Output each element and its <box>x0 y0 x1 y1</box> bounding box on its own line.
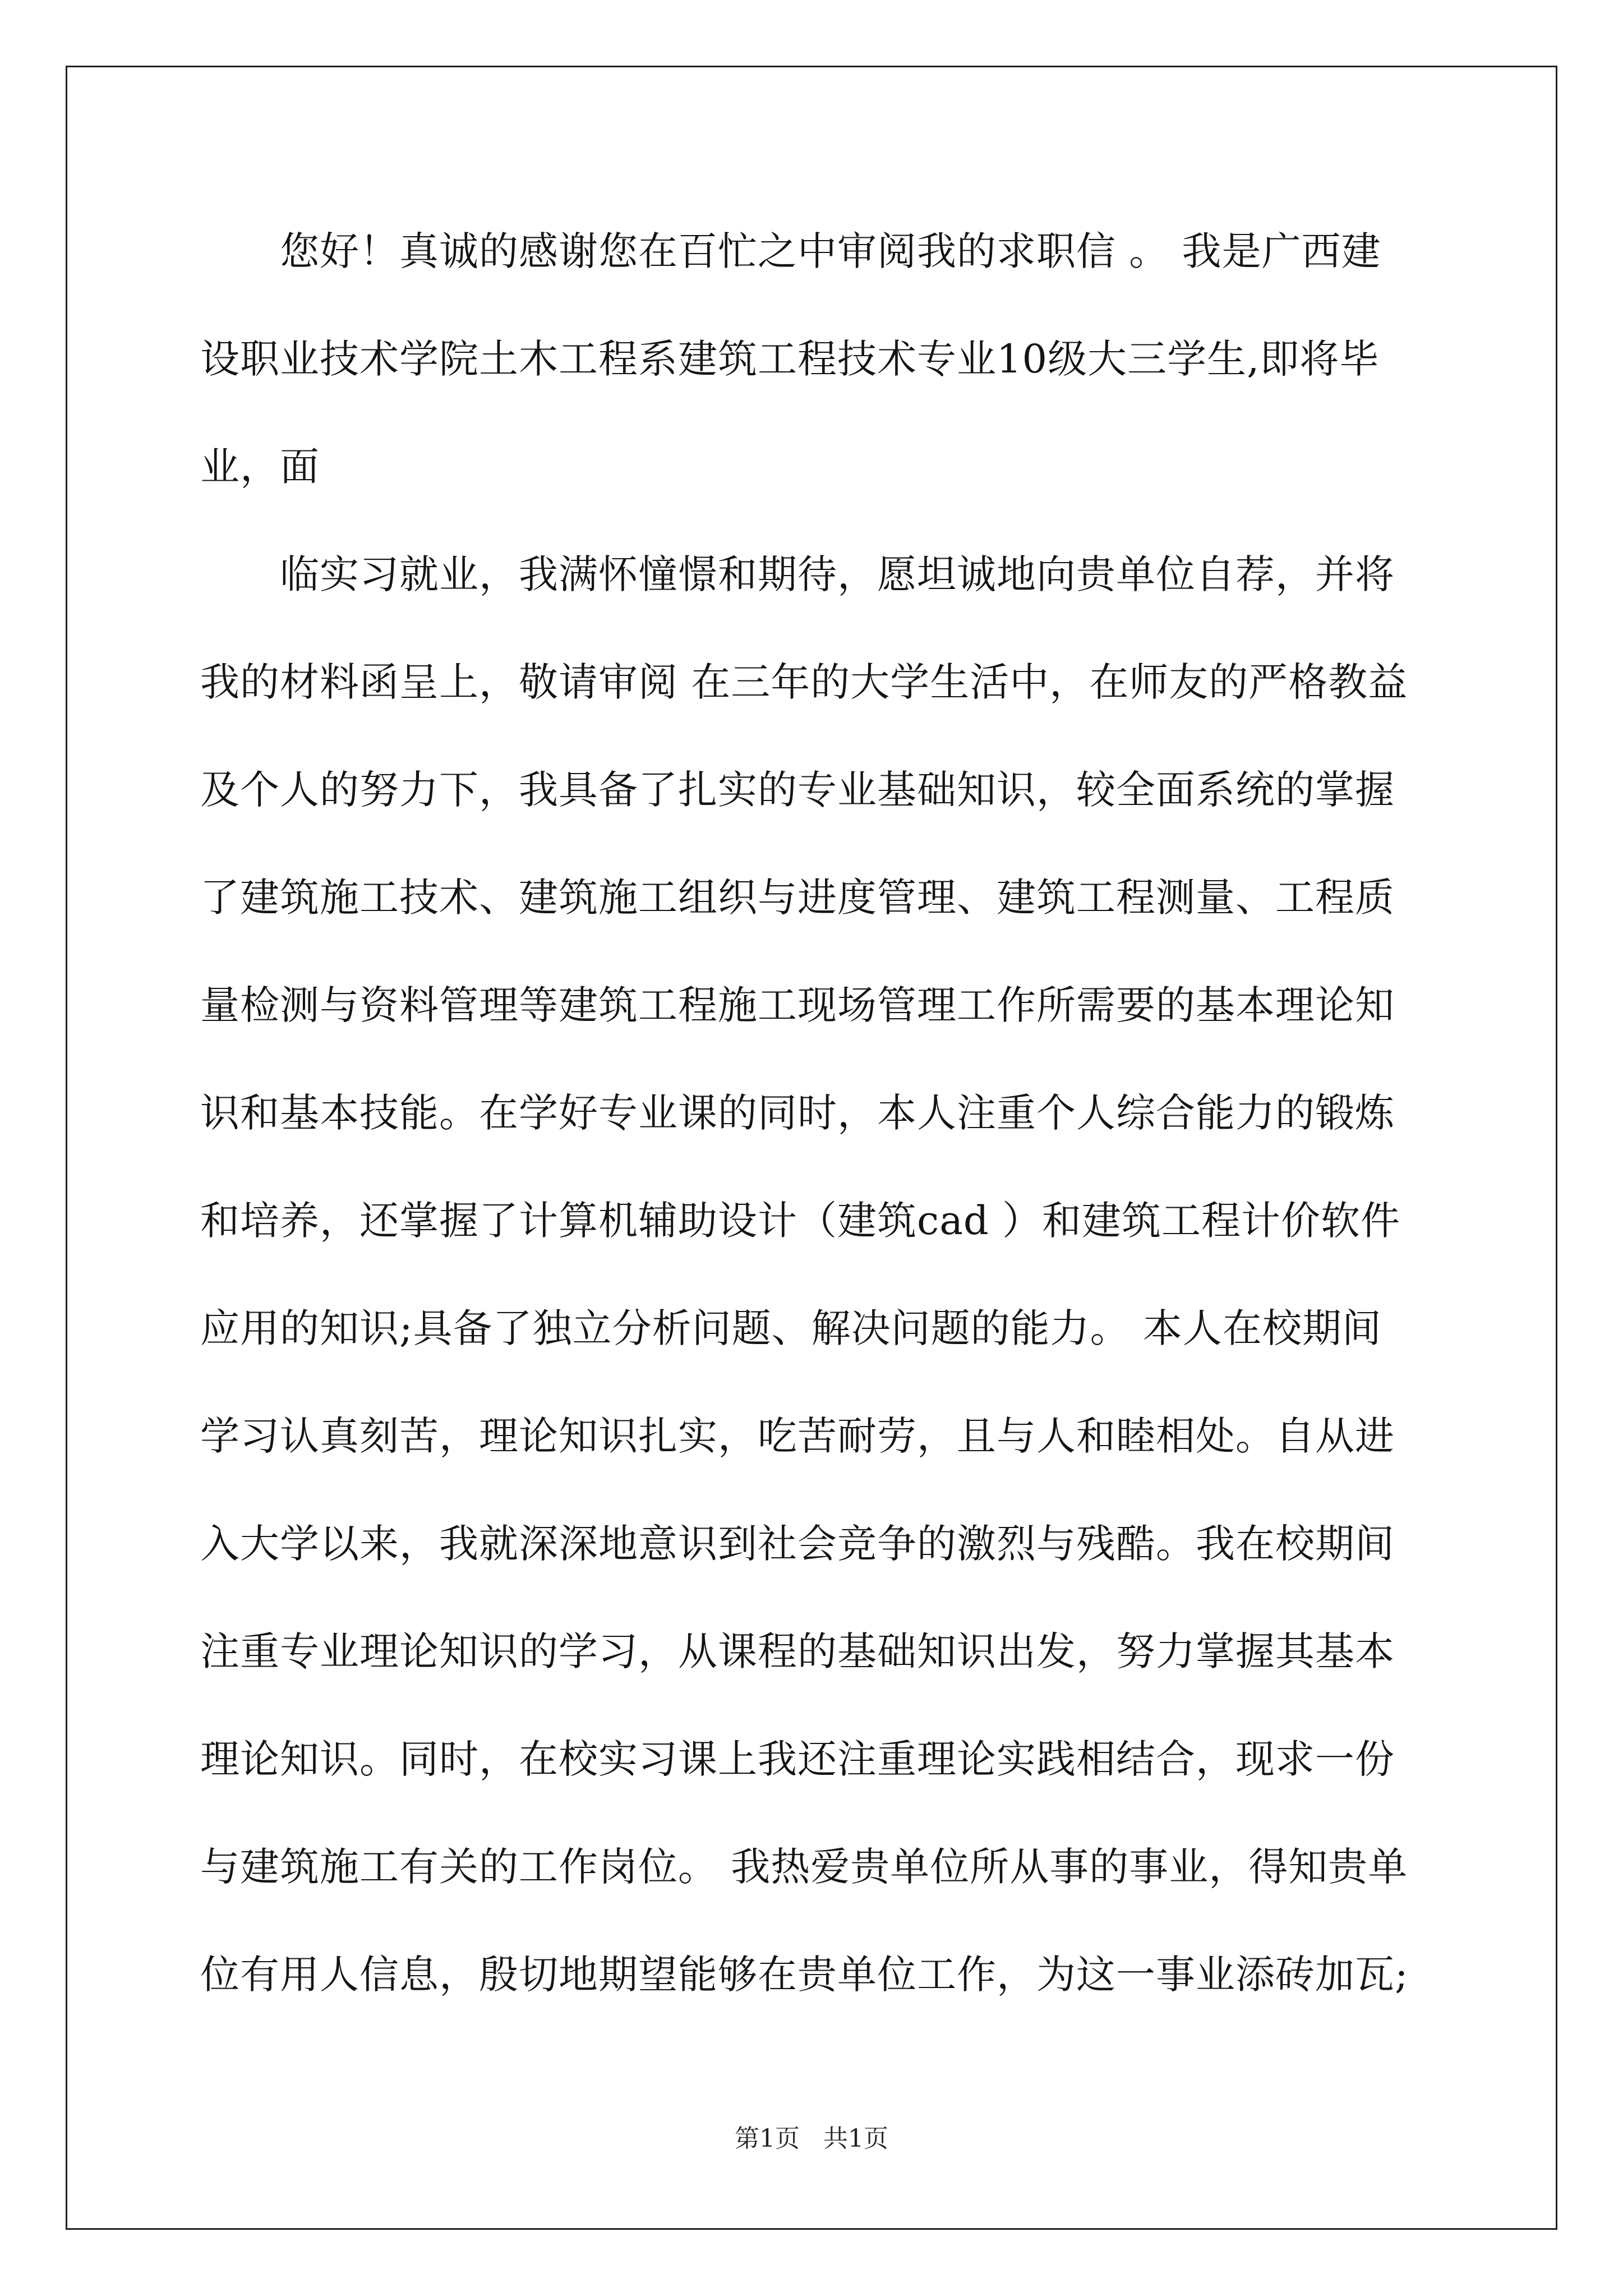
letter-body <box>200 213 1428 2044</box>
text-line: 了建筑施工技术、建筑施工组织与进度管理、建筑工程测量、工程质 <box>200 875 1395 921</box>
text-line: 业，面 <box>200 444 320 490</box>
text-line: 我的材料函呈上，敬请审阅 在三年的大学生活中，在师友的严格教益 <box>200 659 1408 705</box>
page-footer: 第1页 共1页 <box>735 2124 888 2153</box>
text-line: 设职业技术学院土木工程系建筑工程技术专业10级大三学生,即将毕 <box>200 336 1380 382</box>
text-line: 应用的知识;具备了独立分析问题、解决问题的能力。 本人在校期间 <box>200 1305 1382 1351</box>
text-line: 入大学以来，我就深深地意识到社会竞争的激烈与残酷。我在校期间 <box>200 1521 1395 1567</box>
text-line: 与建筑施工有关的工作岗位。 我热爱贵单位所从事的事业，得知贵单 <box>200 1844 1408 1890</box>
text-line: 您好！真诚的感谢您在百忙之中审阅我的求职信 。 我是广西建 <box>280 228 1381 274</box>
text-line: 临实习就业，我满怀憧憬和期待，愿坦诚地向贵单位自荐，并将 <box>280 551 1395 597</box>
text-line: 理论知识。同时，在校实习课上我还注重理论实践相结合，现求一份 <box>200 1736 1395 1782</box>
text-line: 注重专业理论知识的学习，从课程的基础知识出发，努力掌握其基本 <box>200 1628 1395 1674</box>
text-line: 及个人的努力下，我具备了扎实的专业基础知识，较全面系统的掌握 <box>200 767 1395 813</box>
text-line: 位有用人信息，殷切地期望能够在贵单位工作，为这一事业添砖加瓦; <box>200 1952 1409 1998</box>
text-line: 识和基本技能。在学好专业课的同时，本人注重个人综合能力的锻炼 <box>200 1090 1395 1136</box>
text-line: 量检测与资料管理等建筑工程施工现场管理工作所需要的基本理论知 <box>200 982 1395 1028</box>
text-line: 学习认真刻苦，理论知识扎实，吃苦耐劳，且与人和睦相处。自从进 <box>200 1413 1395 1459</box>
text-line: 和培养，还掌握了计算机辅助设计（建筑cad ）和建筑工程计价软件 <box>200 1198 1400 1244</box>
